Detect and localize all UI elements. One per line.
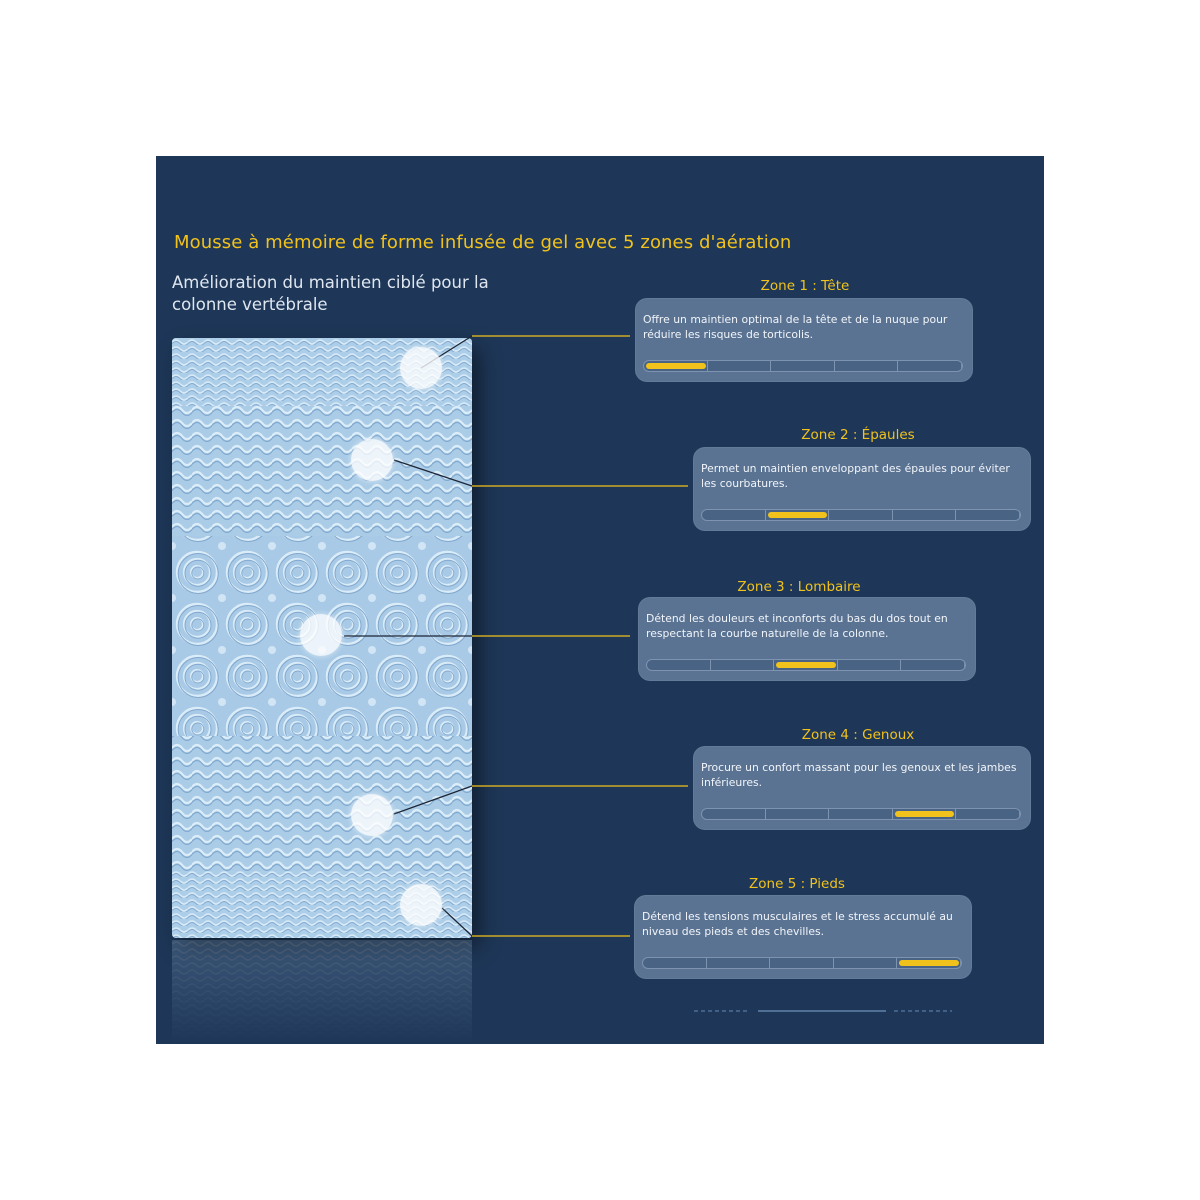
infographic-panel: [156, 156, 1044, 1044]
zone-5-indicator-fill: [899, 960, 959, 966]
zone-4-description: Procure un confort massant pour les genoux et les jambes inférieures.: [701, 761, 1017, 789]
zone-3-indicator: [646, 659, 966, 671]
headline: Mousse à mémoire de forme infusée de gel avec 5 zones d'aération: [174, 232, 792, 253]
zone-4-title: Zone 4 : Genoux: [801, 727, 915, 743]
zone-5-marker: [400, 884, 442, 926]
zone-1-indicator: [643, 360, 963, 372]
zone-5-description: Détend les tensions musculaires et le stress accumulé au niveau des pieds et des chevilles.: [642, 910, 953, 938]
zone-3-description: Détend les douleurs et inconforts du bas du dos tout en respectant la courbe naturelle de la colonne.: [646, 612, 948, 640]
zone-1-title: Zone 1 : Tête: [760, 278, 850, 294]
zone-1-card: [635, 298, 973, 382]
zone-4-indicator: [701, 808, 1021, 820]
decorative-dashed-line: [694, 1008, 954, 1014]
zone-5-title: Zone 5 : Pieds: [749, 876, 845, 892]
zone-4-marker: [351, 794, 393, 836]
zone-2-indicator-fill: [768, 512, 828, 518]
zone-5-indicator: [642, 957, 962, 969]
zone-2-title: Zone 2 : Épaules: [801, 427, 915, 443]
zone-3-indicator-fill: [776, 662, 836, 668]
zone-4-indicator-fill: [895, 811, 955, 817]
zone-2-marker: [351, 439, 393, 481]
zone-1-indicator-fill: [646, 363, 706, 369]
zone-2-description: Permet un maintien enveloppant des épaules pour éviter les courbatures.: [701, 462, 1010, 490]
zone-1-description: Offre un maintien optimal de la tête et de la nuque pour réduire les risques de torticolis.: [643, 313, 948, 341]
zone-3-title: Zone 3 : Lombaire: [737, 579, 861, 595]
subheading: Amélioration du maintien ciblé pour la colonne vertébrale: [172, 273, 489, 314]
zone-5-card: [634, 895, 972, 979]
foam-reflection: [172, 940, 472, 1044]
zone-1-marker: [400, 347, 442, 389]
zone-2-indicator: [701, 509, 1021, 521]
zone-3-marker: [300, 614, 342, 656]
zone-2-card: [693, 447, 1031, 531]
zone-4-card: [693, 746, 1031, 830]
zone-3-card: [638, 597, 976, 681]
